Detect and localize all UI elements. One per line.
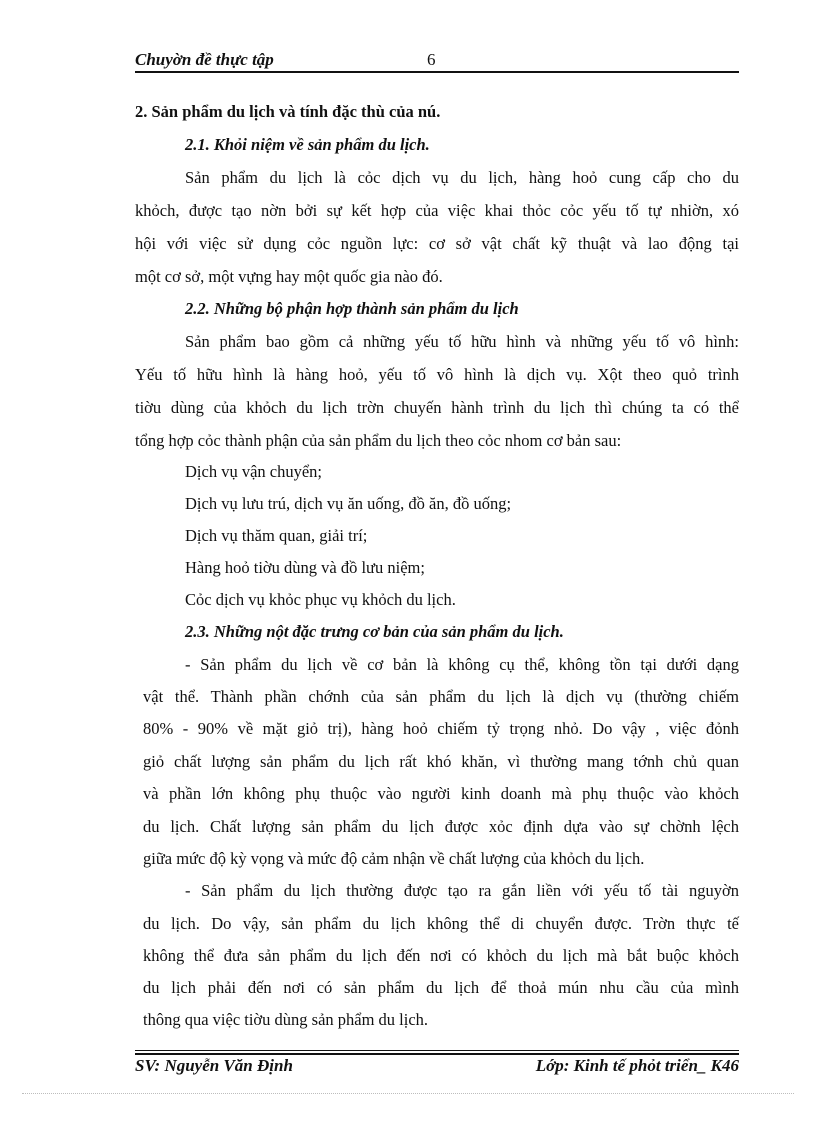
paragraph-line: tiờu dùng của khỏch du lịch trờn chuyến hành trình du lịch thì chúng ta có thể [135,398,739,417]
paragraph-line: du lịch phải đến nơi có sản phẩm du lịch để thoả mún nhu cầu của mình [143,978,739,997]
paragraph-line: 80% - 90% về mặt giỏ trị), hàng hoỏ chiếm tỷ trọng nhỏ. Do vậy , việc đỏnh [143,719,739,738]
paragraph-line: giỏ chất lượng sản phẩm du lịch rất khó khăn, vì thường mang tớnh chủ quan [143,752,739,771]
page-number: 6 [427,50,436,69]
footer-student: SV: Nguyễn Văn Định [135,1056,293,1075]
footer-rule-thin [135,1050,739,1051]
subsection-title-2-1: 2.1. Khỏi niệm về sản phẩm du lịch. [185,135,430,154]
subsection-title-2-3: 2.3. Những nột đặc trưng cơ bản của sản phẩm du lịch. [185,622,564,641]
list-item: Dịch vụ thăm quan, giải trí; [185,526,368,545]
page-edge-divider [22,1093,794,1094]
paragraph-line: và phần lớn không phụ thuộc vào người kinh doanh mà phụ thuộc vào khỏch [143,784,739,803]
header-title: Chuyờn đề thực tập [135,50,274,69]
list-item: Dịch vụ lưu trú, dịch vụ ăn uống, đồ ăn, đồ uống; [185,494,512,513]
list-item: Hàng hoỏ tiờu dùng và đồ lưu niệm; [185,558,425,577]
list-item: Dịch vụ vận chuyển; [185,462,323,481]
footer-rule-thick [135,1053,739,1055]
subsection-title-2-2: 2.2. Những bộ phận hợp thành sản phẩm du lịch [185,299,519,318]
paragraph-line: khỏch, được tạo nờn bởi sự kết hợp của việc khai thỏc cỏc yếu tố tự nhiờn, xó [135,201,739,220]
paragraph-line: du lịch. Chất lượng sản phẩm du lịch được xỏc định dựa vào sự chờnh lệch [143,817,739,836]
paragraph-line: vật thể. Thành phần chớnh của sản phẩm du lịch là dịch vụ (thường chiếm [143,687,739,706]
paragraph-line: du lịch. Do vậy, sản phẩm du lịch không thể di chuyển được. Trờn thực tế [143,914,739,933]
header-rule [135,71,739,73]
paragraph-line: Yếu tố hữu hình là hàng hoỏ, yếu tố vô hình là dịch vụ. Xột theo quỏ trình [135,365,739,384]
paragraph-line: một cơ sở, một vựng hay một quốc gia nào đó. [135,267,443,286]
paragraph-line: Sản phẩm bao gồm cả những yếu tố hữu hình và những yếu tố vô hình: [185,332,739,351]
paragraph-line: - Sản phẩm du lịch về cơ bản là không cụ thể, không tồn tại dưới dạng [185,655,739,674]
section-title: 2. Sản phẩm du lịch và tính đặc thù của nú. [135,102,441,121]
paragraph-line: tổng hợp cỏc thành phận của sản phẩm du lịch theo cỏc nhom cơ bản sau: [135,431,622,450]
footer-class: Lớp: Kinh tế phỏt triển_ K46 [535,1056,739,1075]
paragraph-line: Sản phẩm du lịch là cỏc dịch vụ du lịch, hàng hoỏ cung cấp cho du [185,168,739,187]
list-item: Cỏc dịch vụ khỏc phục vụ khỏch du lịch. [185,590,456,609]
paragraph-line: thông qua việc tiờu dùng sản phẩm du lịch. [143,1010,429,1029]
paragraph-line: hội với việc sử dụng cỏc nguồn lực: cơ sở vật chất kỹ thuật và lao động tại [135,234,739,253]
page-header [135,50,739,72]
paragraph-line: giữa mức độ kỳ vọng và mức độ cảm nhận về chất lượng của khỏch du lịch. [143,849,645,868]
paragraph-line: không thể đưa sản phẩm du lịch đến nơi có khỏch du lịch mà bắt buộc khỏch [143,946,739,965]
paragraph-line: - Sản phẩm du lịch thường được tạo ra gắn liền với yếu tố tài nguyờn [185,881,739,900]
